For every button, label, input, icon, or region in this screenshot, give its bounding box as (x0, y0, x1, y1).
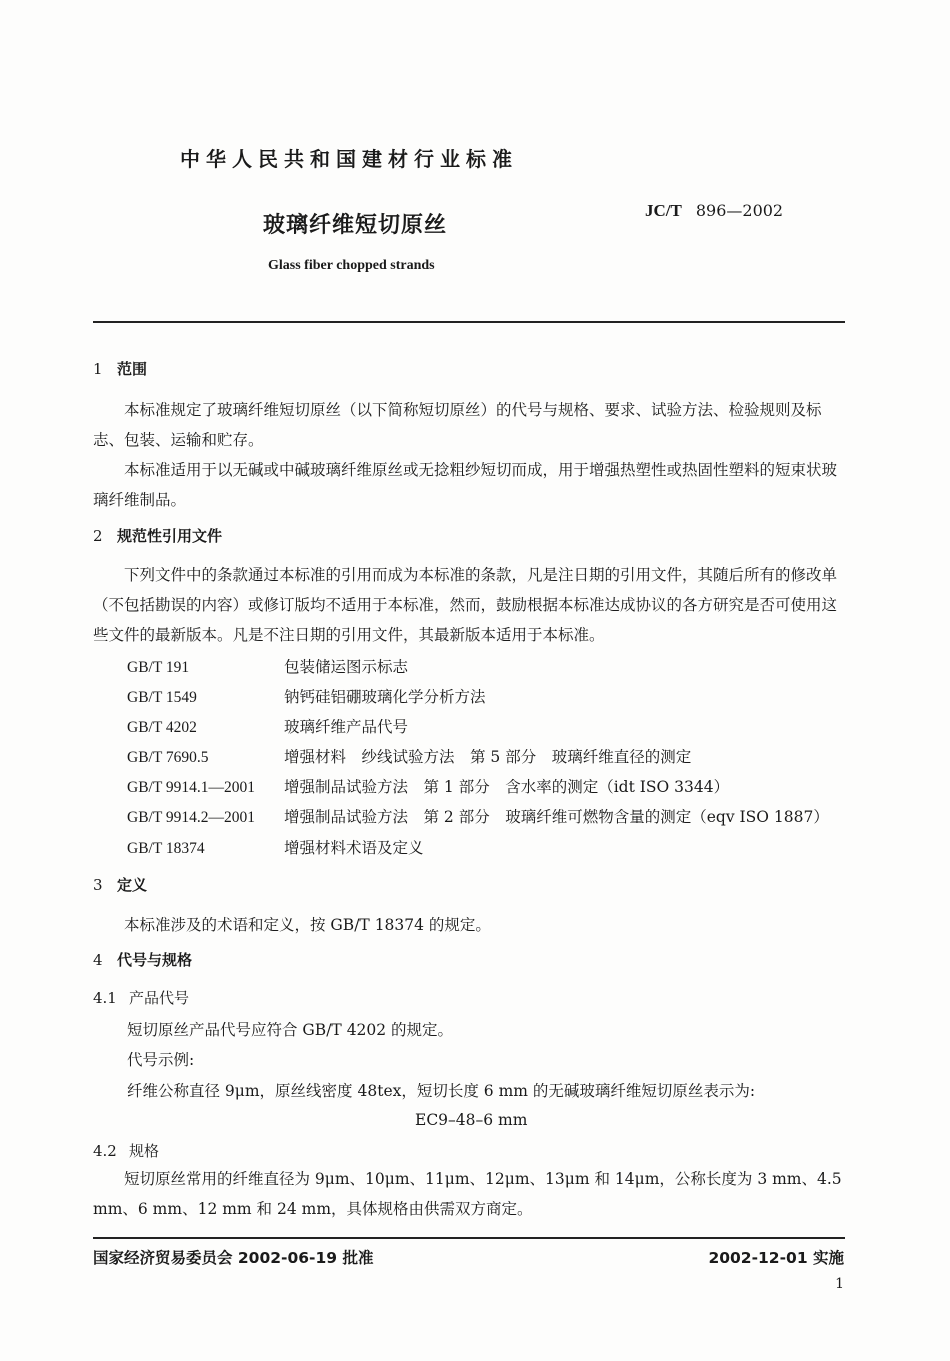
subsection-title: 规格 (129, 1142, 160, 1160)
section-number: 1 (93, 360, 103, 378)
section-2-intro: 下列文件中的条款通过本标准的引用而成为本标准的条款，凡是注日期的引用文件，其随后所有的修改单（不包括勘误的内容）或修订版均不适用于本标准，然而，鼓励根据本标准达成协议的各方研究是否可使用这些文件的最新版本。凡是不注日期的引用文件，其最新版本适用于本标准。 (93, 566, 838, 644)
reference-item (127, 745, 691, 767)
reference-item (127, 805, 829, 827)
footer-rule (93, 1237, 845, 1239)
implementation-date: 2002-12-01 实施 (708, 1249, 844, 1267)
reference-title: 增强制品试验方法 第 2 部分 玻璃纤维可燃物含量的测定（eqv ISO 1887） (284, 808, 829, 826)
section-number: 2 (93, 527, 103, 545)
reference-title: 包装储运图示标志 (284, 658, 409, 676)
section-1-heading (93, 358, 147, 379)
reference-item (127, 655, 408, 677)
section-3-heading (93, 874, 147, 895)
approval-note: 国家经济贸易委员会 2002-06-19 批准 (93, 1249, 374, 1267)
reference-code: GB/T 191 (127, 659, 190, 676)
section-1-paragraph-2: 本标准适用于以无碱或中碱玻璃纤维原丝或无捻粗纱短切而成，用于增强热塑性或热固性塑料的短束状玻璃纤维制品。 (93, 461, 838, 509)
subsection-title: 产品代号 (129, 989, 190, 1007)
section-3-paragraph: 本标准涉及的术语和定义，按 GB/T 18374 的规定。 (124, 916, 491, 934)
reference-code: GB/T 1549 (127, 689, 197, 706)
subsection-4-1-line-2: 代号示例: (127, 1051, 195, 1069)
section-1-paragraph-1: 本标准规定了玻璃纤维短切原丝（以下简称短切原丝）的代号与规格、要求、试验方法、检验规则及标志、包装、运输和贮存。 (93, 401, 822, 449)
subsection-4-1-heading (93, 987, 189, 1008)
reference-item (127, 685, 486, 707)
section-number: 3 (93, 876, 103, 894)
reference-item (127, 775, 729, 797)
section-2-heading (93, 525, 222, 546)
header-organization: 中华人民共和国建材行业标准 (180, 147, 518, 171)
section-title: 定义 (117, 876, 148, 894)
subsection-number: 4.1 (93, 989, 117, 1007)
subsection-4-2-paragraph: 短切原丝常用的纤维直径为 9μm、10μm、11μm、12μm、13μm 和 14μm，公称长度为 3 mm、4.5 mm、6 mm、12 mm 和 24 mm，具体规格由供需双方商定。 (93, 1170, 842, 1218)
page-number: 1 (835, 1276, 844, 1292)
section-number: 4 (93, 951, 103, 969)
reference-item (127, 715, 408, 737)
document-title-en: Glass fiber chopped strands (268, 258, 435, 273)
standard-number (645, 201, 783, 221)
reference-title: 增强材料术语及定义 (284, 839, 424, 857)
reference-code: GB/T 9914.1—2001 (127, 779, 256, 796)
section-title: 代号与规格 (117, 951, 193, 969)
section-4-heading (93, 949, 192, 970)
reference-code: GB/T 4202 (127, 719, 197, 736)
standard-prefix: JC/T (645, 201, 682, 220)
reference-code: GB/T 7690.5 (127, 749, 209, 766)
section-title: 范围 (117, 360, 148, 378)
reference-title: 增强材料 纱线试验方法 第 5 部分 玻璃纤维直径的测定 (284, 748, 692, 766)
standard-code: 896—2002 (695, 201, 784, 220)
reference-item (127, 836, 424, 858)
reference-title: 玻璃纤维产品代号 (284, 718, 409, 736)
header-rule (93, 321, 845, 323)
reference-code: GB/T 18374 (127, 840, 205, 857)
subsection-4-2-heading (93, 1140, 159, 1161)
reference-title: 钠钙硅铝硼玻璃化学分析方法 (284, 688, 486, 706)
product-code-example: EC9–48–6 mm (415, 1111, 528, 1129)
reference-title: 增强制品试验方法 第 1 部分 含水率的测定（idt ISO 3344） (284, 778, 730, 796)
subsection-4-1-line-1: 短切原丝产品代号应符合 GB/T 4202 的规定。 (127, 1021, 454, 1039)
subsection-number: 4.2 (93, 1142, 117, 1160)
subsection-4-1-line-3: 纤维公称直径 9μm，原丝线密度 48tex，短切长度 6 mm 的无碱玻璃纤维短切原丝表示为: (127, 1082, 756, 1100)
document-title-cn: 玻璃纤维短切原丝 (263, 213, 448, 238)
section-title: 规范性引用文件 (117, 527, 223, 545)
reference-code: GB/T 9914.2—2001 (127, 809, 256, 826)
